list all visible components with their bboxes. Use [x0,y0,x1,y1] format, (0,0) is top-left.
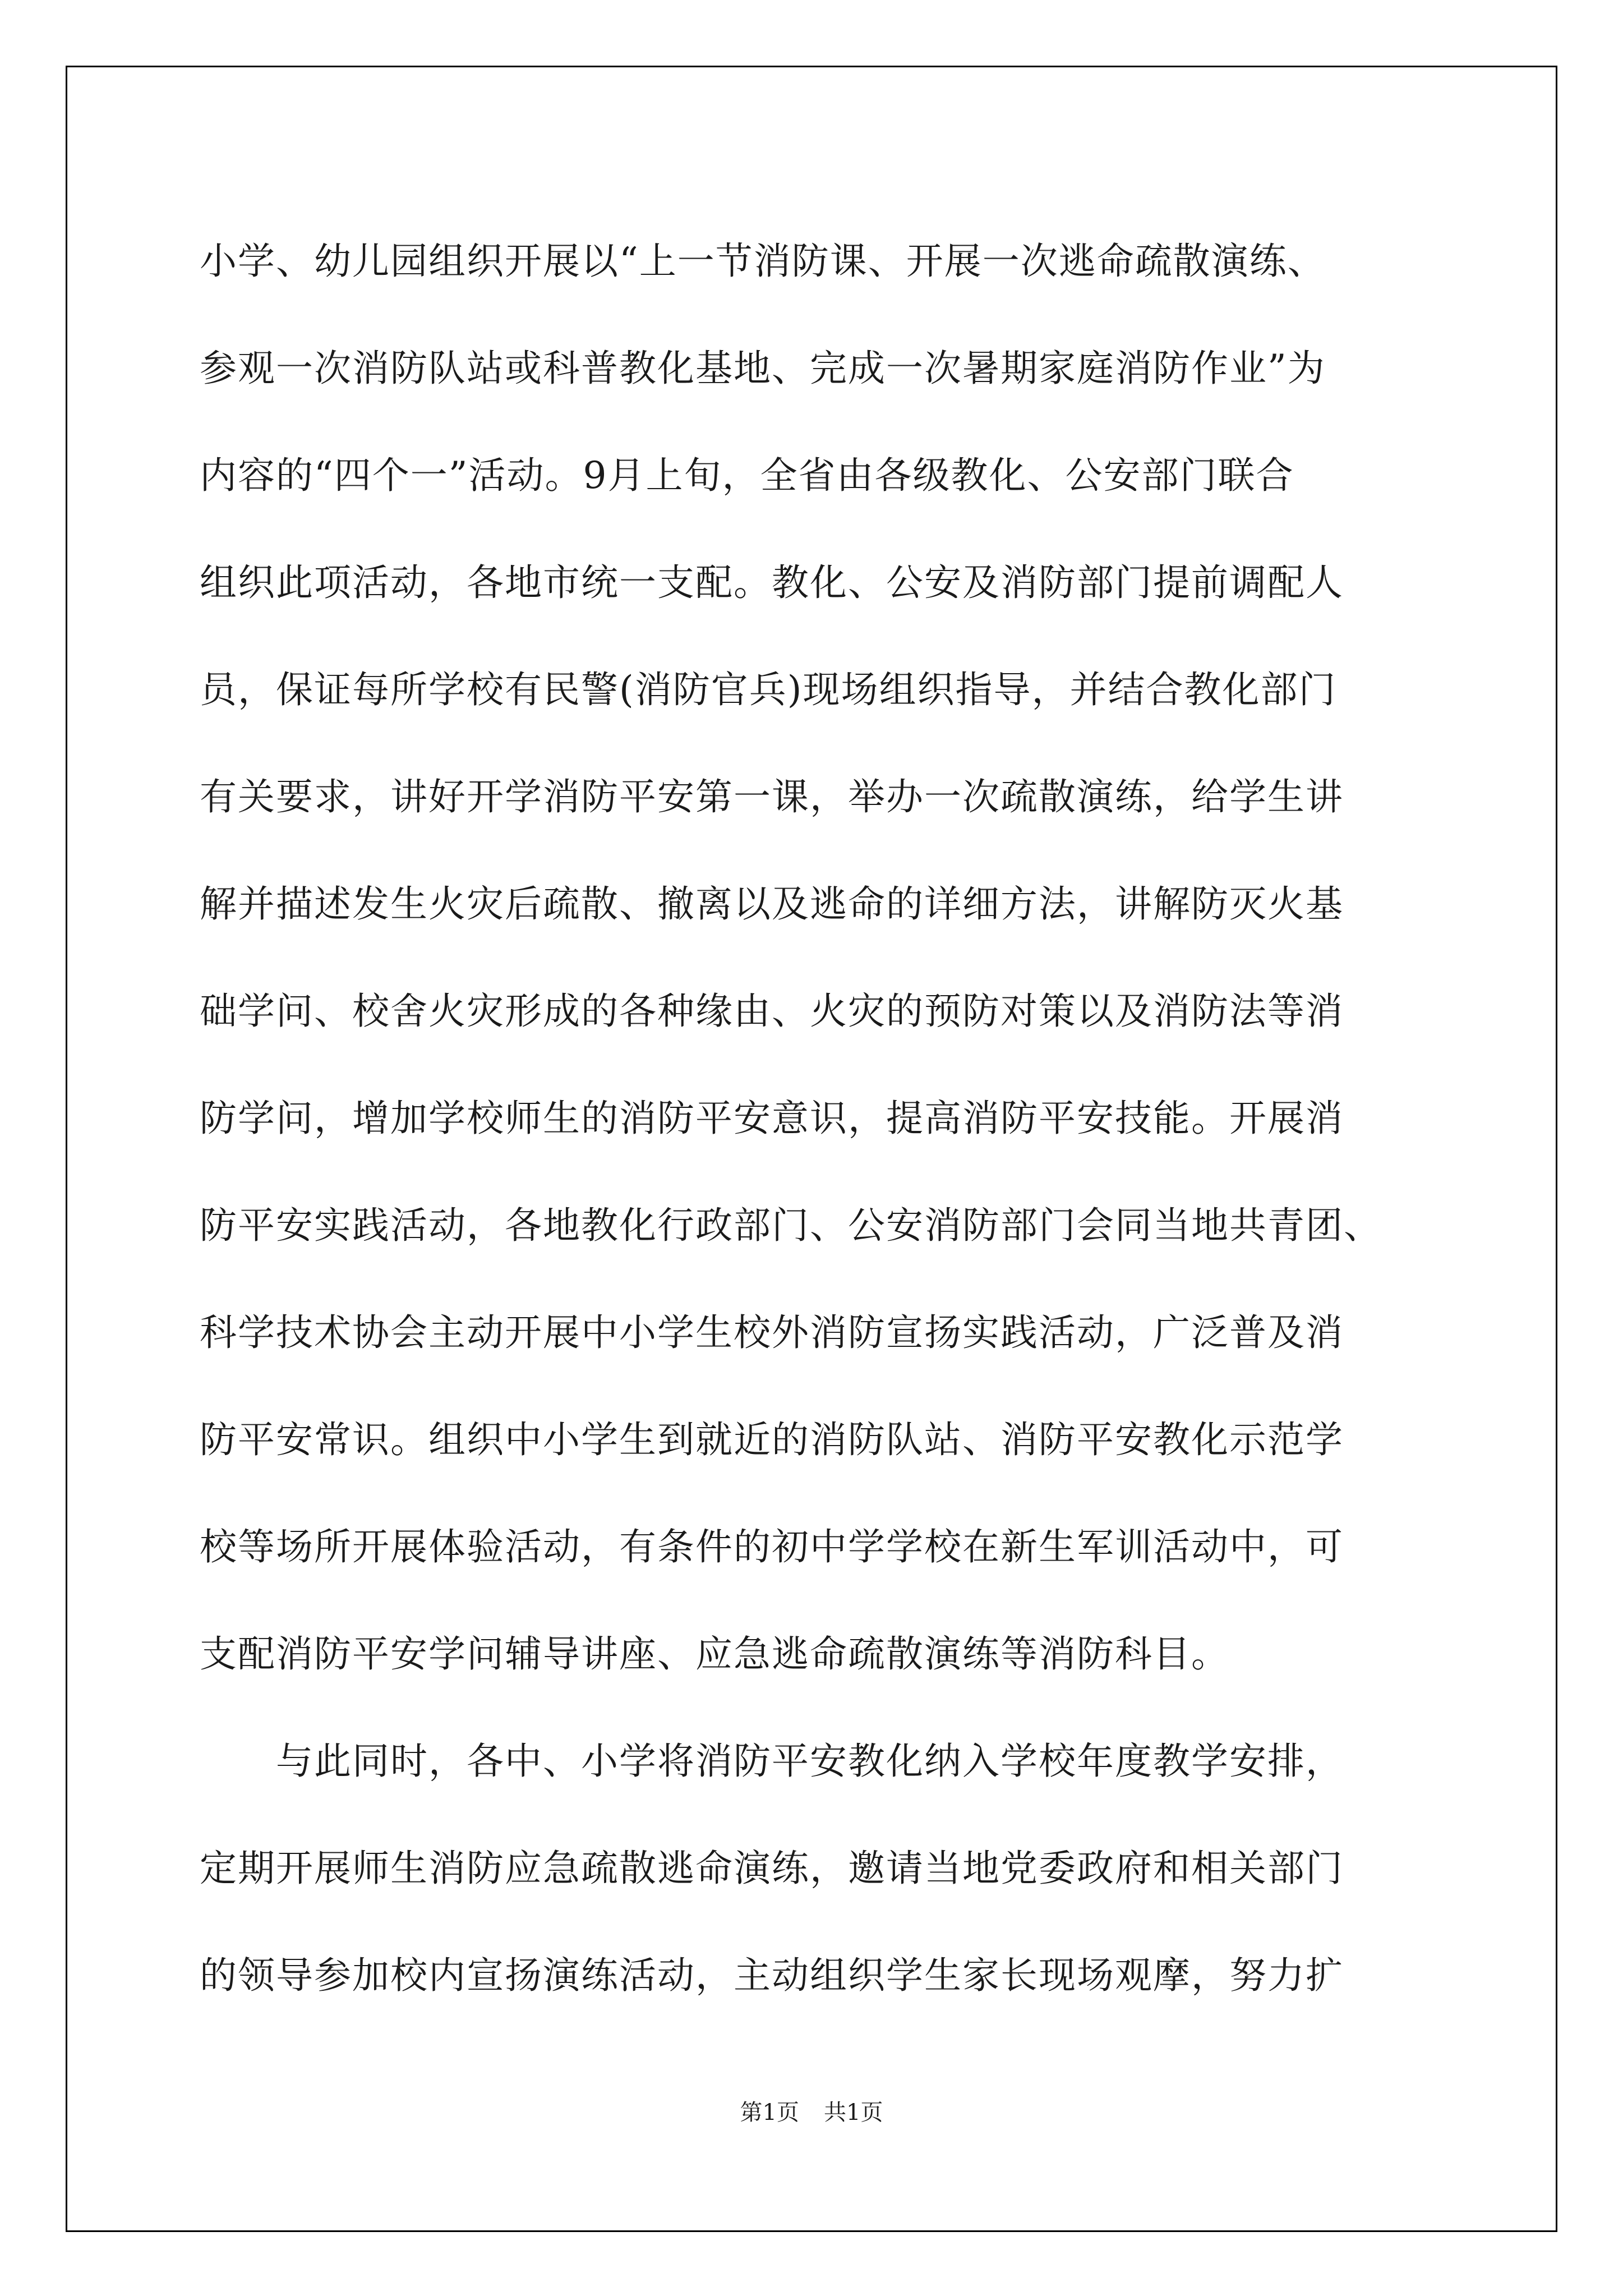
page-total: 共1页 [824,2100,883,2125]
text-line: 的领导参加校内宣扬演练活动，主动组织学生家长现场观摩，努力扩 [200,1954,1344,1997]
text-line: 有关要求，讲好开学消防平安第一课，举办一次疏散演练，给学生讲 [200,775,1344,818]
paragraph-start-line: 与此同时，各中、小学将消防平安教化纳入学校年度教学安排， [276,1740,1344,1783]
text-line: 组织此项活动，各地市统一支配。教化、公安及消防部门提前调配人 [200,561,1344,604]
text-line: 础学问、校舍火灾形成的各种缘由、火灾的预防对策以及消防法等消 [200,990,1344,1033]
document-body [200,208,1428,2029]
text-line: 防学问，增加学校师生的消防平安意识，提高消防平安技能。开展消 [200,1097,1344,1140]
text-line: 防平安实践活动，各地教化行政部门、公安消防部门会同当地共青团、 [200,1204,1382,1247]
text-line: 员，保证每所学校有民警(消防官兵)现场组织指导，并结合教化部门 [200,668,1337,711]
text-line: 小学、幼儿园组织开展以“上一节消防课、开展一次逃命疏散演练、 [200,240,1326,283]
text-line: 防平安常识。组织中小学生到就近的消防队站、消防平安教化示范学 [200,1418,1344,1461]
text-line: 参观一次消防队站或科普教化基地、完成一次暑期家庭消防作业”为 [200,347,1326,390]
text-line: 科学技术协会主动开展中小学生校外消防宣扬实践活动，广泛普及消 [200,1311,1344,1354]
page-number: 第1页 [740,2100,799,2125]
text-line: 解并描述发生火灾后疏散、撤离以及逃命的详细方法，讲解防灭火基 [200,882,1344,926]
text-line: 支配消防平安学问辅导讲座、应急逃命疏散演练等消防科目。 [200,1632,1229,1676]
page-footer [0,2095,1623,2127]
text-line: 内容的“四个一”活动。9月上旬，全省由各级教化、公安部门联合 [200,454,1294,497]
text-line: 定期开展师生消防应急疏散逃命演练，邀请当地党委政府和相关部门 [200,1847,1344,1890]
text-line: 校等场所开展体验活动，有条件的初中学学校在新生军训活动中，可 [200,1525,1344,1568]
